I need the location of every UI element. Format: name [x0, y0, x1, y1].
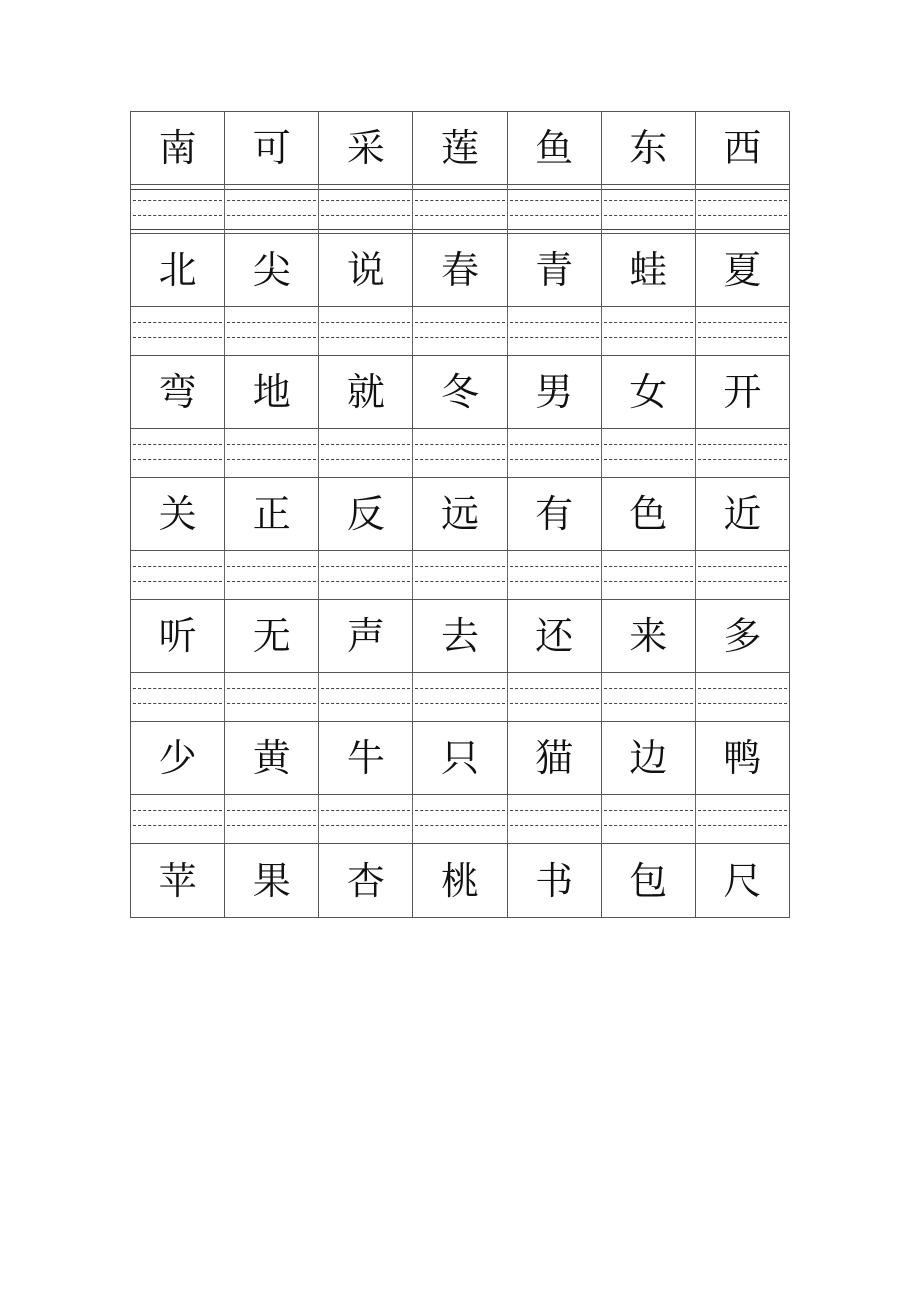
character-cell: 春 [413, 234, 507, 306]
pinyin-writing-cell [225, 429, 319, 477]
character-cell: 色 [602, 478, 696, 550]
pinyin-writing-cell [413, 429, 507, 477]
pinyin-writing-cell [413, 795, 507, 843]
pinyin-writing-cell [225, 307, 319, 355]
character-row [131, 356, 789, 429]
pinyin-writing-cell [225, 673, 319, 721]
character-cell: 西 [723, 126, 762, 170]
pinyin-writing-cell [413, 551, 507, 599]
pinyin-writing-cell [602, 551, 696, 599]
character-cell: 开 [723, 370, 762, 414]
pinyin-writing-cell [602, 429, 696, 477]
pinyin-writing-cell [413, 307, 507, 355]
character-cell: 反 [319, 478, 413, 550]
pinyin-writing-cell [319, 551, 413, 599]
character-cell: 北 [131, 234, 225, 306]
character-row [131, 112, 789, 185]
pinyin-writing-cell [696, 307, 789, 355]
pinyin-writing-row [131, 307, 789, 356]
pinyin-writing-cell [413, 185, 507, 233]
character-cell: 多 [723, 614, 762, 658]
character-cell: 牛 [319, 722, 413, 794]
character-cell: 来 [602, 600, 696, 672]
character-row [131, 722, 789, 795]
pinyin-writing-row [131, 429, 789, 478]
character-cell: 说 [319, 234, 413, 306]
character-row [131, 234, 789, 307]
character-row [131, 478, 789, 551]
character-cell: 包 [602, 844, 696, 917]
pinyin-writing-cell [413, 673, 507, 721]
pinyin-writing-cell [508, 429, 602, 477]
pinyin-writing-cell [696, 795, 789, 843]
character-cell: 夏 [723, 248, 762, 292]
pinyin-writing-row [131, 185, 789, 234]
character-cell: 东 [602, 112, 696, 184]
character-cell: 去 [413, 600, 507, 672]
pinyin-writing-cell [131, 673, 225, 721]
pinyin-writing-cell [319, 185, 413, 233]
character-cell: 杏 [319, 844, 413, 917]
character-cell: 远 [413, 478, 507, 550]
character-cell: 关 [131, 478, 225, 550]
pinyin-writing-row [131, 551, 789, 600]
pinyin-writing-cell [131, 551, 225, 599]
pinyin-writing-cell [602, 185, 696, 233]
character-cell: 弯 [131, 356, 225, 428]
pinyin-writing-cell [696, 185, 789, 233]
pinyin-writing-cell [319, 795, 413, 843]
character-cell: 果 [225, 844, 319, 917]
character-worksheet [130, 111, 790, 918]
pinyin-writing-cell [696, 429, 789, 477]
character-cell: 蛙 [602, 234, 696, 306]
character-cell: 黄 [225, 722, 319, 794]
pinyin-writing-row [131, 795, 789, 844]
character-cell: 书 [508, 844, 602, 917]
pinyin-writing-cell [131, 429, 225, 477]
pinyin-writing-cell [319, 307, 413, 355]
pinyin-writing-cell [602, 795, 696, 843]
pinyin-writing-cell [508, 551, 602, 599]
pinyin-writing-cell [131, 185, 225, 233]
character-cell: 尖 [225, 234, 319, 306]
character-cell: 正 [225, 478, 319, 550]
pinyin-writing-cell [319, 673, 413, 721]
character-cell: 地 [225, 356, 319, 428]
pinyin-writing-cell [508, 795, 602, 843]
character-cell: 冬 [413, 356, 507, 428]
character-cell: 女 [602, 356, 696, 428]
pinyin-writing-row [131, 673, 789, 722]
character-cell: 少 [131, 722, 225, 794]
character-cell: 桃 [413, 844, 507, 917]
character-cell: 可 [225, 112, 319, 184]
pinyin-writing-cell [225, 795, 319, 843]
character-cell: 猫 [508, 722, 602, 794]
character-cell: 鱼 [508, 112, 602, 184]
character-row [131, 600, 789, 673]
pinyin-writing-cell [131, 795, 225, 843]
character-cell: 青 [508, 234, 602, 306]
character-cell: 鸭 [723, 736, 762, 780]
pinyin-writing-cell [508, 307, 602, 355]
character-cell: 无 [225, 600, 319, 672]
character-cell: 还 [508, 600, 602, 672]
pinyin-writing-cell [319, 429, 413, 477]
pinyin-writing-cell [225, 551, 319, 599]
character-cell: 声 [319, 600, 413, 672]
character-cell: 有 [508, 478, 602, 550]
pinyin-writing-cell [225, 185, 319, 233]
pinyin-writing-cell [602, 307, 696, 355]
character-cell: 听 [131, 600, 225, 672]
pinyin-writing-cell [696, 551, 789, 599]
pinyin-writing-cell [508, 673, 602, 721]
character-cell: 男 [508, 356, 602, 428]
pinyin-writing-cell [602, 673, 696, 721]
character-cell: 边 [602, 722, 696, 794]
character-cell: 苹 [131, 844, 225, 917]
character-row [131, 844, 789, 917]
character-cell: 南 [131, 112, 225, 184]
character-cell: 就 [319, 356, 413, 428]
character-cell: 近 [723, 492, 762, 536]
pinyin-writing-cell [508, 185, 602, 233]
pinyin-writing-cell [131, 307, 225, 355]
pinyin-writing-cell [696, 673, 789, 721]
character-cell: 尺 [723, 858, 762, 903]
character-cell: 采 [319, 112, 413, 184]
character-cell: 莲 [413, 112, 507, 184]
character-cell: 只 [413, 722, 507, 794]
